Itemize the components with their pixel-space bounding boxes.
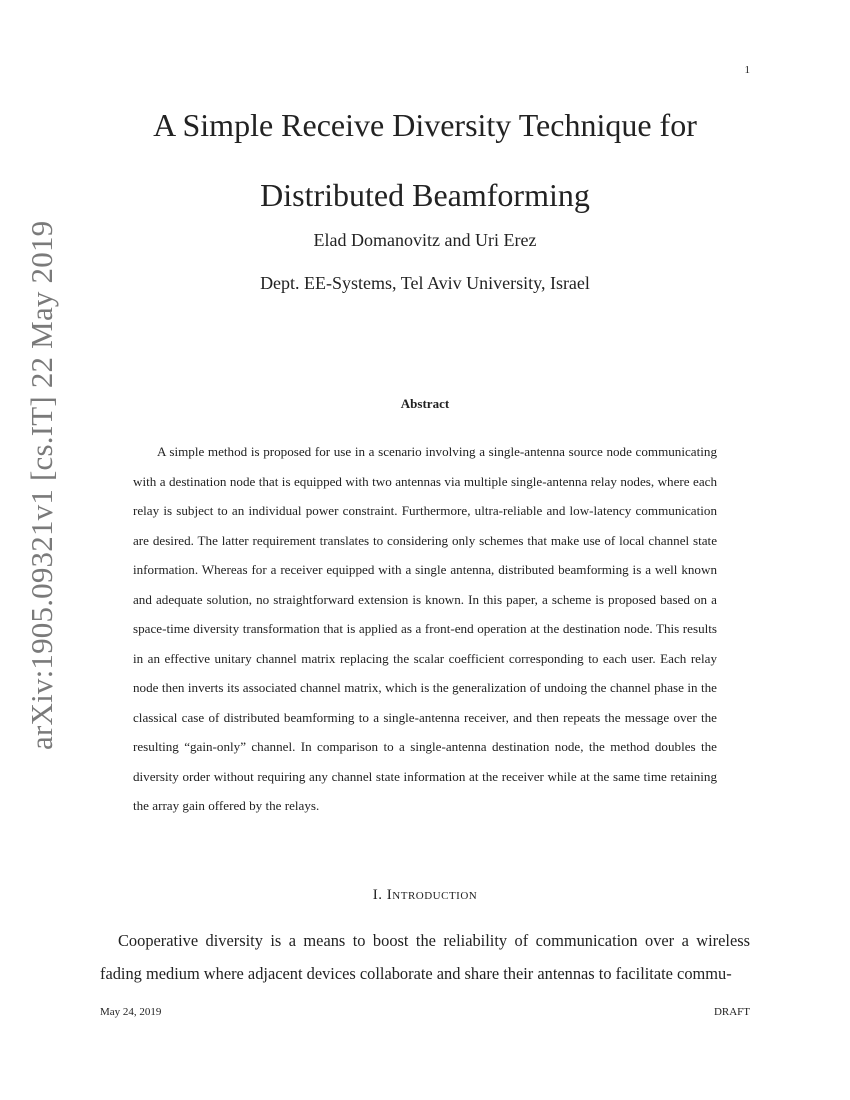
introduction-text: Cooperative diversity is a means to boost the reliability of communication over a wireless fading medium where adjacent devices collaborate and share their antennas to facilitate commu- (100, 931, 750, 983)
abstract-heading: Abstract (400, 396, 450, 411)
paper-title (100, 90, 750, 230)
section-title: Introduction (386, 887, 478, 903)
footer-date: May 24, 2019 (100, 1006, 162, 1018)
abstract-text: A simple method is proposed for use in a scenario involving a single-antenna source node communicating with a destination node that is equipped with two antennas via multiple single-antenna relay nodes, where each relay is subject to an individual power constraint. Furthermore, ultra-reliable and low-latency communication are desired. The latter requirement translates to considering only schemes that make use of local channel state information. Whereas for a receiver equipped with a single antenna, distributed beamforming is a well known and adequate solution, no straightforward extension is known. In this paper, a scheme is proposed based on a space-time diversity transformation that is applied as a front-end operation at the destination node. This results in an effective unitary channel matrix replacing the scalar coefficient corresponding to each user. Each relay node then inverts its associated channel matrix, which is the generalization of undoing the channel phase in the classical case of distributed beamforming to a single-antenna receiver, and then repeats the message over the resulting “gain-only” channel. In comparison to a single-antenna destination node, the method doubles the diversity order without requiring any channel state information at the receiver while at the same time retaining the array gain offered by the relays. (133, 444, 717, 813)
footer-draft-label: DRAFT (713, 1006, 750, 1018)
arxiv-stamp: arXiv:1905.09321v1 [cs.IT] 22 May 2019 (24, 220, 59, 750)
title-line-1: A Simple Receive Diversity Technique for (153, 107, 697, 143)
authors: Elad Domanovitz and Uri Erez (313, 230, 537, 250)
section-heading (100, 887, 750, 904)
affiliation: Dept. EE-Systems, Tel Aviv University, Israel (260, 273, 590, 293)
section-number: I. (372, 887, 383, 903)
page-number: 1 (744, 64, 750, 76)
title-line-2: Distributed Beamforming (260, 177, 590, 213)
